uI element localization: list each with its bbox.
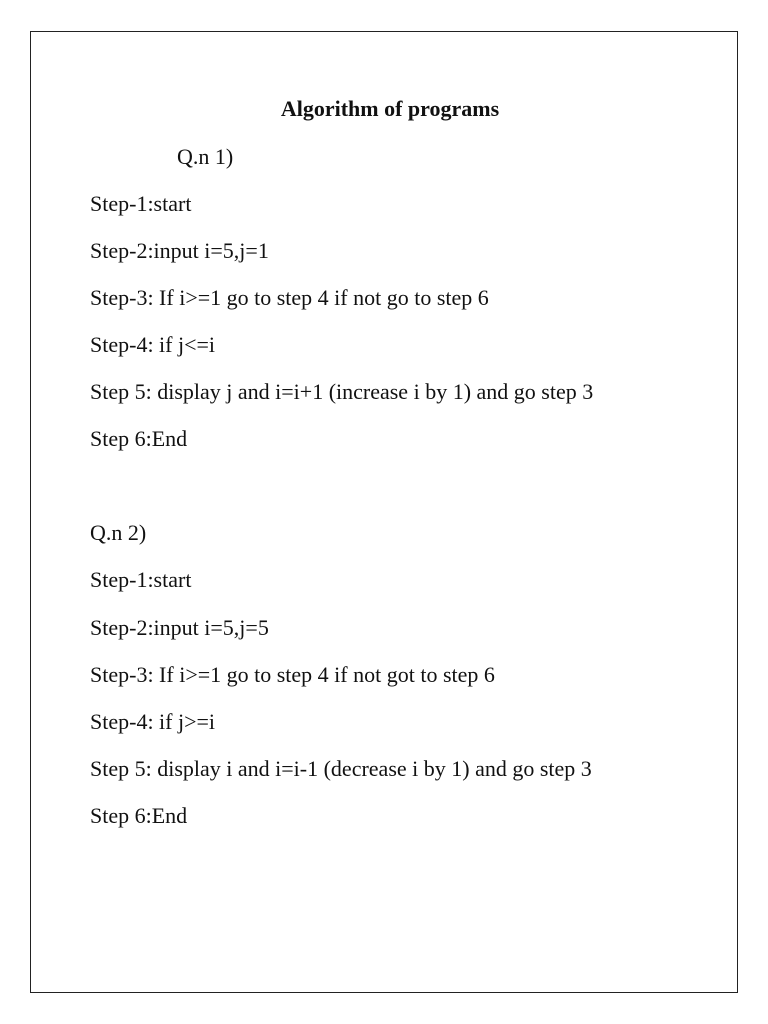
q2-step-3: Step-3: If i>=1 go to step 4 if not got to step 6 [90, 662, 495, 687]
q1-step-3: Step-3: If i>=1 go to step 4 if not go to step 6 [90, 285, 489, 310]
question-1-label: Q.n 1) [177, 144, 234, 169]
question-2-label: Q.n 2) [90, 520, 147, 545]
page-border [30, 31, 738, 993]
page-title: Algorithm of programs [280, 96, 500, 121]
q2-step-2: Step-2:input i=5,j=5 [90, 615, 269, 640]
q2-step-6: Step 6:End [90, 803, 188, 828]
q1-step-4: Step-4: if j<=i [90, 332, 216, 357]
q2-step-1: Step-1:start [90, 567, 192, 592]
q2-step-4: Step-4: if j>=i [90, 709, 216, 734]
q1-step-6: Step 6:End [90, 426, 188, 451]
q1-step-1: Step-1:start [90, 191, 192, 216]
q1-step-5: Step 5: display j and i=i+1 (increase i by 1) and go step 3 [90, 379, 594, 404]
q2-step-5: Step 5: display i and i=i-1 (decrease i by 1) and go step 3 [90, 756, 592, 781]
q1-step-2: Step-2:input i=5,j=1 [90, 238, 269, 263]
